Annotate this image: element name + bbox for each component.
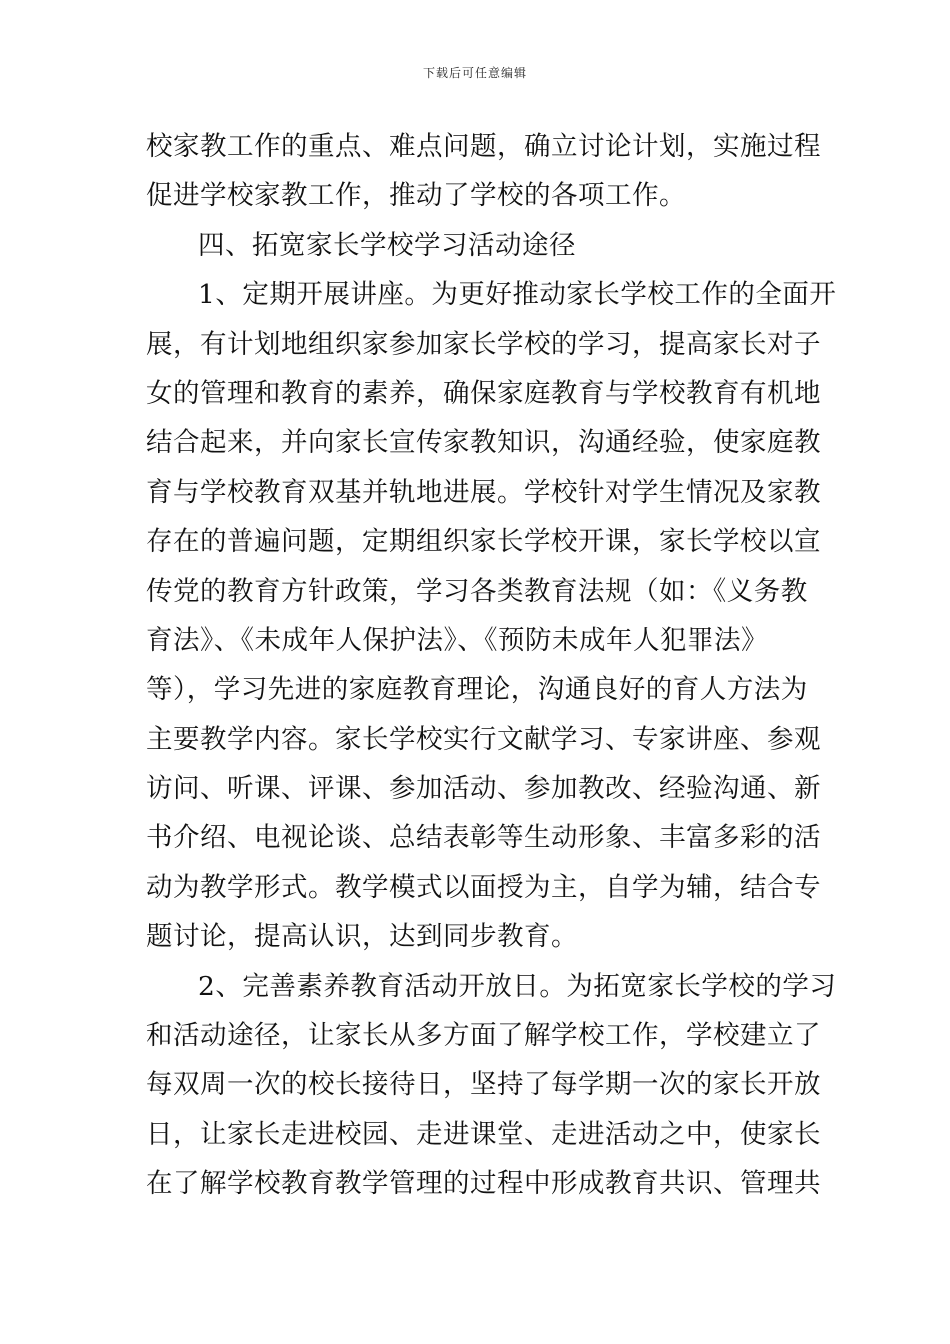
text-line: 等），学习先进的家庭教育理论，沟通良好的育人方法为: [146, 674, 808, 706]
text-line: 访问、听课、评课、参加活动、参加教改、经验沟通、新: [146, 773, 821, 805]
text-line: 和活动途径，让家长从多方面了解学校工作，学校建立了: [146, 1020, 821, 1052]
text-line: 每双周一次的校长接待日，坚持了每学期一次的家长开放: [146, 1069, 821, 1101]
text-line: 育法》、《未成年人保护法》、《预防未成年人犯罪法》: [146, 624, 768, 656]
text-line: 2、完善素养教育活动开放日。为拓宽家长学校的学习: [198, 970, 837, 1002]
text-line: 促进学校家教工作，推动了学校的各项工作。: [146, 180, 686, 212]
text-line: 动为教学形式。教学模式以面授为主，自学为辅，结合专: [146, 871, 821, 903]
text-line: 存在的普遍问题，定期组织家长学校开课，家长学校以宣: [146, 526, 821, 558]
text-line: 1、定期开展讲座。为更好推动家长学校工作的全面开: [198, 279, 837, 311]
section-heading: 四、拓宽家长学校学习活动途径: [198, 229, 576, 261]
text-line: 在了解学校教育教学管理的过程中形成教育共识、管理共: [146, 1168, 821, 1200]
text-line: 展，有计划地组织家参加家长学校的学习，提高家长对子: [146, 328, 821, 360]
text-line: 题讨论，提高认识，达到同步教育。: [146, 921, 578, 953]
text-line: 传党的教育方针政策，学习各类教育法规（如：《义务教: [146, 575, 808, 607]
text-line: 书介绍、电视论谈、总结表彰等生动形象、丰富多彩的活: [146, 822, 821, 854]
text-line: 女的管理和教育的素养，确保家庭教育与学校教育有机地: [146, 377, 821, 409]
text-line: 日，让家长走进校园、走进课堂、走进活动之中，使家长: [146, 1118, 821, 1150]
text-line: 校家教工作的重点、难点问题，确立讨论计划，实施过程: [146, 131, 821, 162]
page-header: 下载后可任意编辑: [422, 66, 527, 80]
text-line: 主要教学内容。家长学校实行文献学习、专家讲座、参观: [146, 723, 821, 755]
document-body: [146, 122, 837, 1209]
text-line: 结合起来，并向家长宣传家教知识，沟通经验，使家庭教: [146, 427, 821, 459]
text-line: 育与学校教育双基并轨地进展。学校针对学生情况及家教: [146, 476, 821, 508]
